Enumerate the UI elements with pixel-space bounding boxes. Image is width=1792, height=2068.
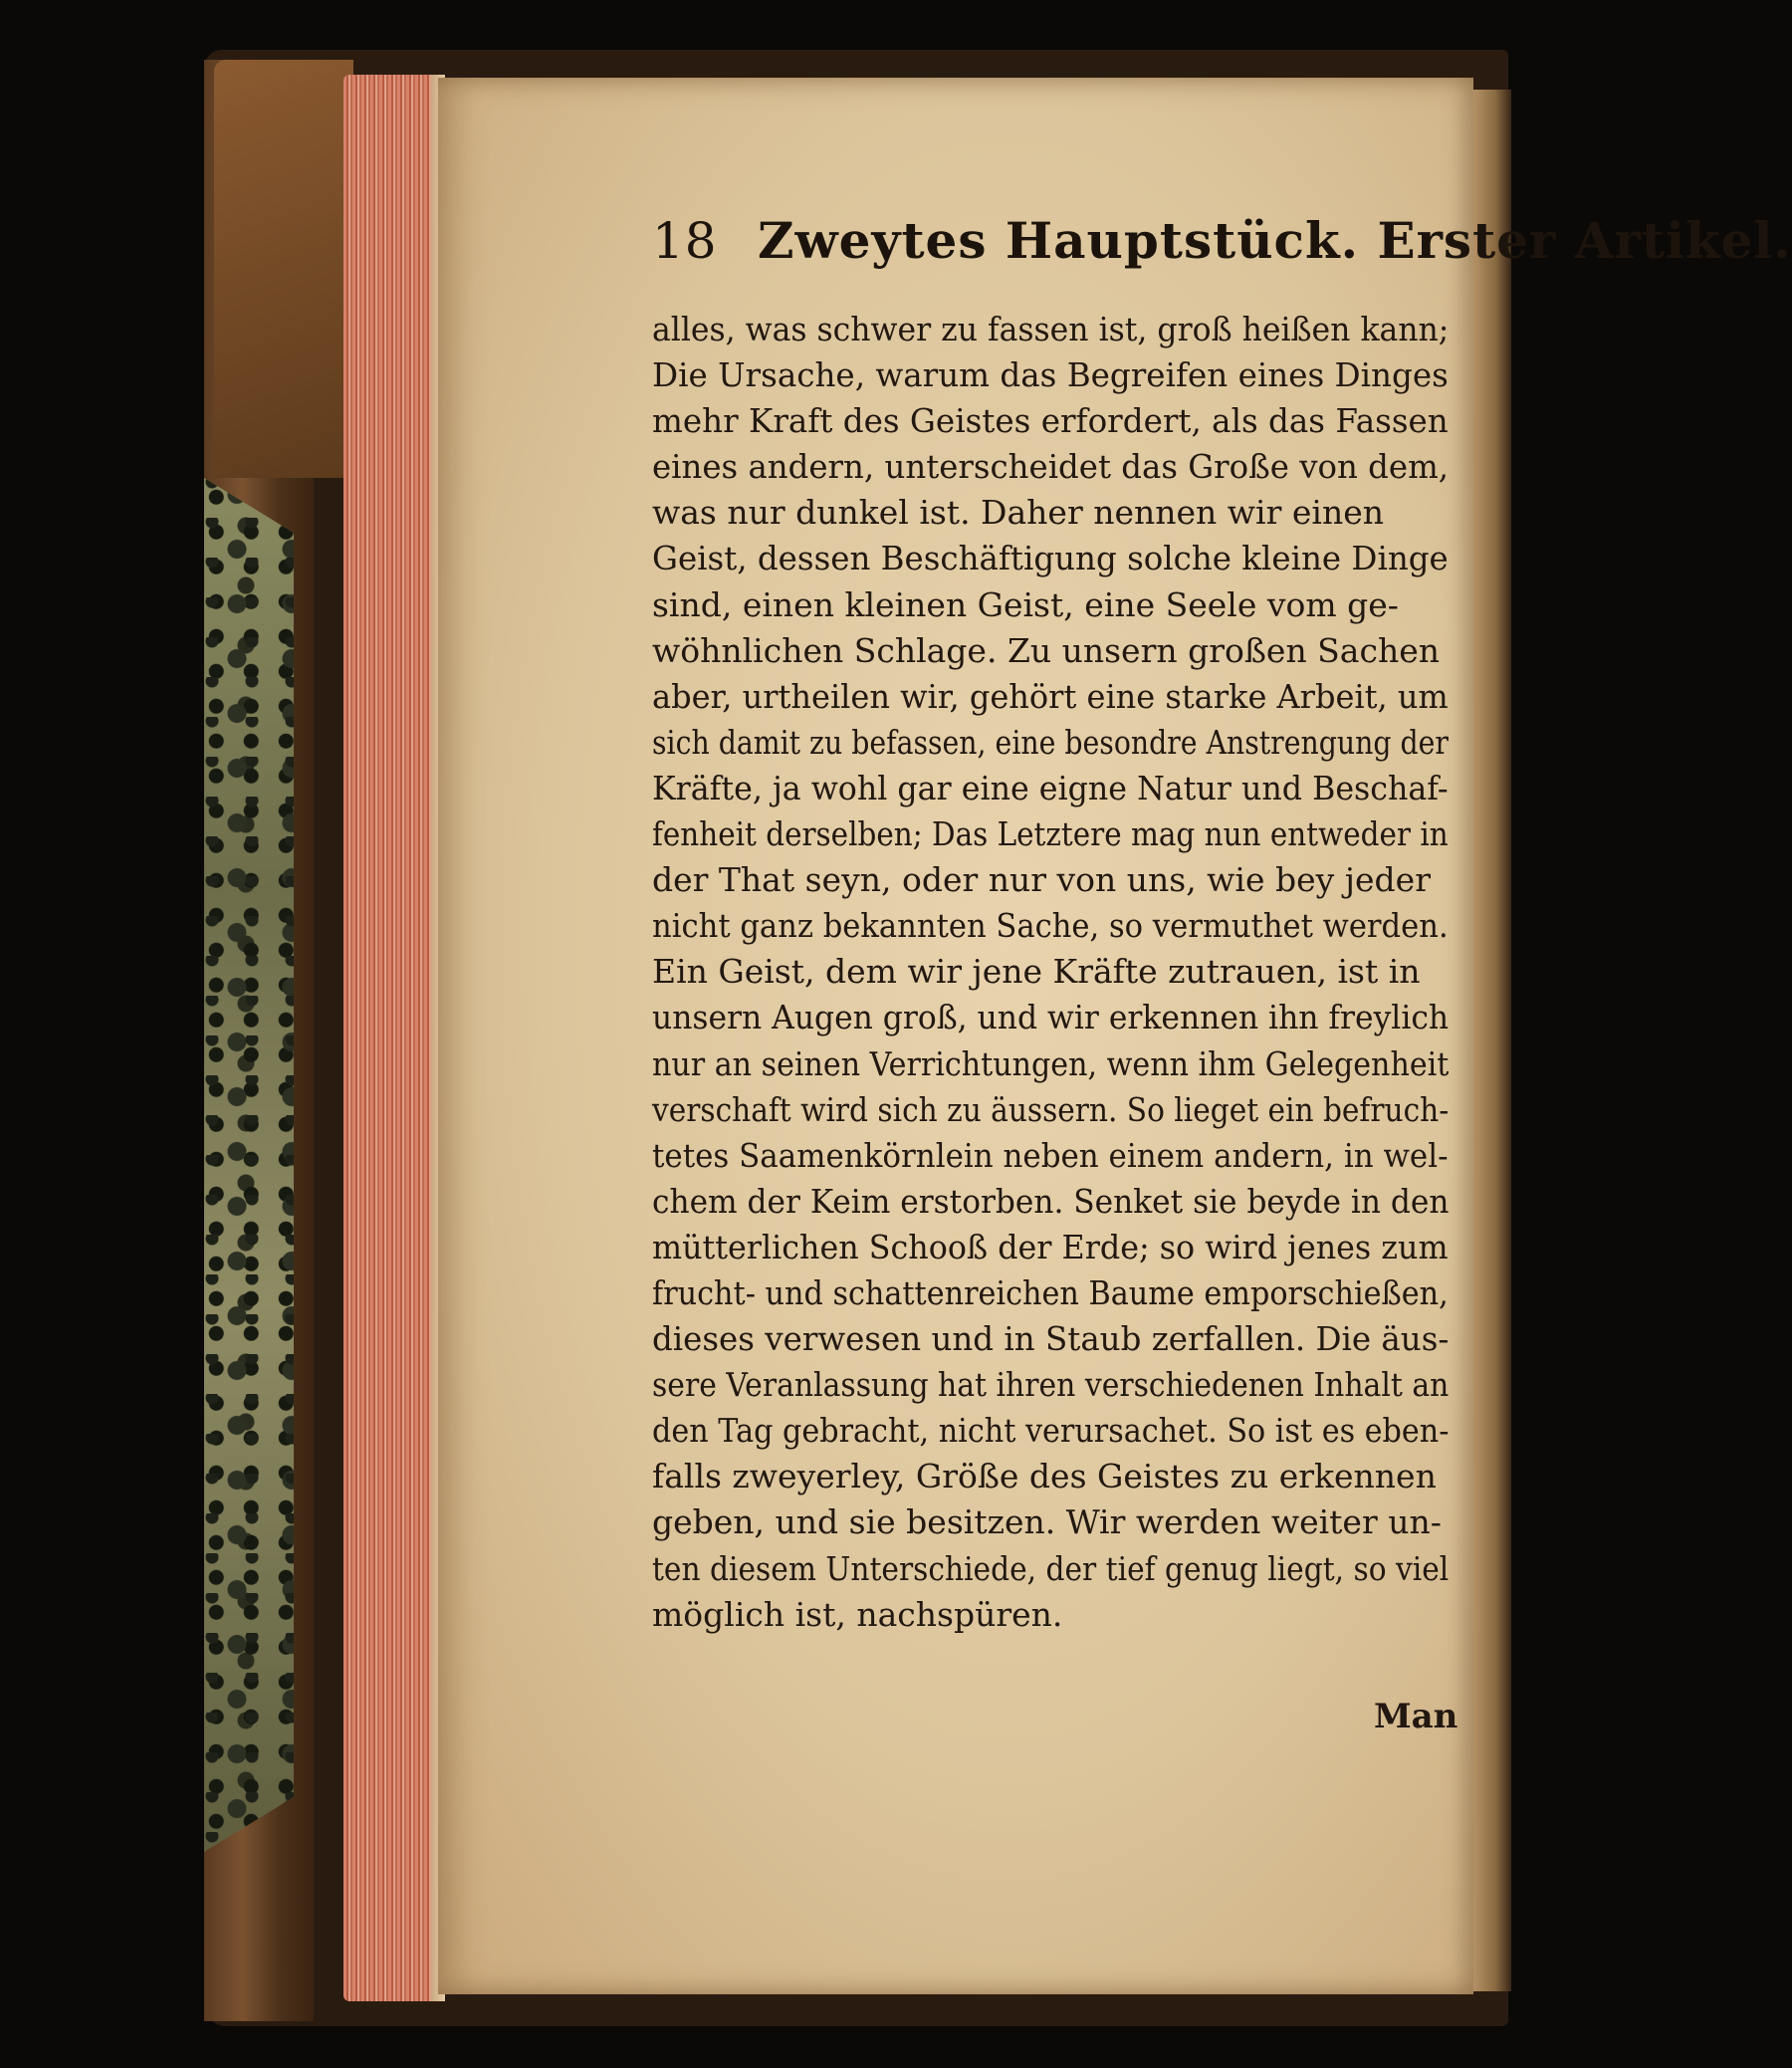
text-line: sich damit zu befassen, eine besondre Anstrengung der xyxy=(652,722,1449,762)
text-line: dieses verwesen und in Staub zerfallen. Die äus- xyxy=(652,1319,1450,1359)
text-line: mütterlichen Schooß der Erde; so wird jenes zum xyxy=(652,1227,1449,1266)
text-line: was nur dunkel ist. Daher nennen wir einen xyxy=(652,493,1384,533)
text-line: sere Veranlassung hat ihren verschiedenen Inhalt an xyxy=(652,1365,1450,1405)
text-line: unsern Augen groß, und wir erkennen ihn freylich xyxy=(652,998,1450,1037)
text-line: nur an seinen Verrichtungen, wenn ihm Gelegenheit xyxy=(652,1043,1450,1083)
red-page-edges xyxy=(343,75,443,2001)
text-line: sind, einen kleinen Geist, eine Seele vom ge- xyxy=(652,584,1399,624)
text-line: tetes Saamenkörnlein neben einem andern, in wel- xyxy=(652,1135,1449,1175)
text-line: fenheit derselben; Das Letztere mag nun entweder in xyxy=(652,814,1449,854)
text-line: alles, was schwer zu fassen ist, groß heißen kann; xyxy=(652,310,1450,348)
text-line: den Tag gebracht, nicht verursachet. So ist es eben- xyxy=(652,1411,1450,1451)
text-line: frucht- und schattenreichen Baume emporschießen, xyxy=(652,1272,1449,1312)
text-line: nicht ganz bekannten Sache, so vermuthet werden. xyxy=(652,906,1449,946)
text-line: aber, urtheilen wir, gehört eine starke Arbeit, um xyxy=(652,676,1449,716)
running-title: Zweytes Hauptstück. Erster Artikel. xyxy=(758,211,1792,270)
page-gutter xyxy=(1471,90,1511,1991)
marbled-board xyxy=(204,478,294,1852)
text-line: geben, und sie besitzen. Wir werden weiter un- xyxy=(652,1502,1442,1542)
body-text xyxy=(652,307,1449,1638)
page-header xyxy=(652,211,1792,281)
text-line: wöhnlichen Schlage. Zu unsern großen Sachen xyxy=(652,630,1440,670)
text-line: Ein Geist, dem wir jene Kräfte zutrauen, ist in xyxy=(652,952,1421,992)
text-line: eines andern, unterscheidet das Große von dem, xyxy=(652,447,1450,487)
text-line: ten diesem Unterschiede, der tief genug liegt, so viel xyxy=(652,1548,1450,1588)
text-line: der That seyn, oder nur von uns, wie bey jeder xyxy=(652,860,1431,900)
text-line: Geist, dessen Beschäftigung solche kleine Dinge xyxy=(652,539,1449,578)
text-line: Die Ursache, warum das Begreifen eines Dinges xyxy=(652,355,1449,395)
text-line: möglich ist, nachspüren. xyxy=(652,1594,1063,1634)
text-line: chem der Keim erstorben. Senket sie beyde in den xyxy=(652,1181,1450,1221)
text-line: verschaft wird sich zu äussern. So lieget ein befruch- xyxy=(652,1089,1450,1129)
text-line: Kräfte, ja wohl gar eine eigne Natur und Beschaf- xyxy=(652,768,1449,807)
page-number: 18 xyxy=(652,212,718,270)
text-line: falls zweyerley, Größe des Geistes zu erkennen xyxy=(652,1457,1437,1496)
catchword: Man xyxy=(1374,1697,1458,1736)
text-line: mehr Kraft des Geistes erfordert, als das Fassen xyxy=(652,401,1449,441)
leather-corner xyxy=(214,60,353,478)
